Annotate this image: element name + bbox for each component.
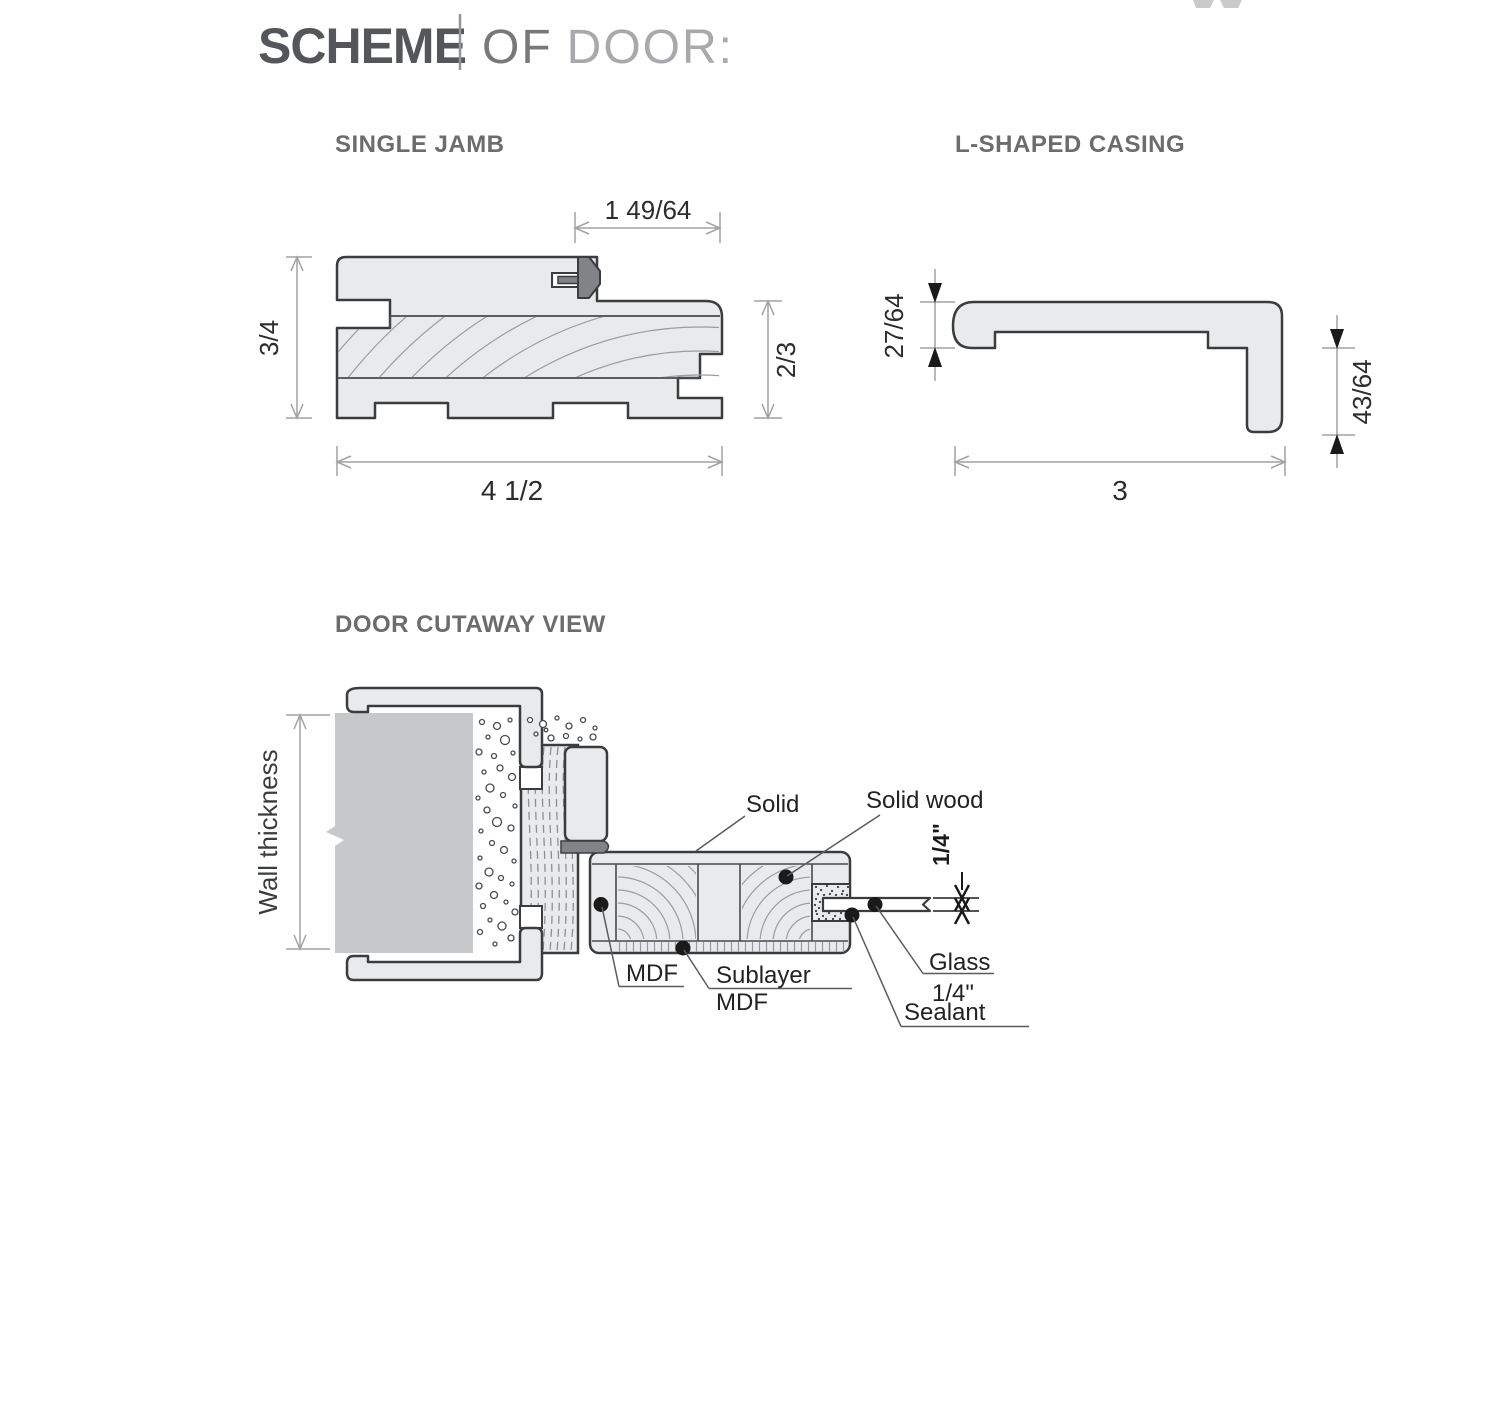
glass-gap-label: 1/4" — [928, 823, 954, 866]
glass-label-line1: Glass — [929, 949, 991, 976]
wall-dim — [286, 715, 330, 949]
l-casing-heading: L-SHAPED CASING — [955, 131, 1186, 158]
mdf-label: MDF — [626, 960, 678, 987]
glass-dot — [868, 897, 883, 912]
jamb-wood-grain — [108, 63, 1292, 1247]
casing-dim-bottom-value: 3 — [1112, 475, 1128, 506]
solid-wood-label: Solid wood — [866, 787, 984, 814]
title-secondary: OF DOOR: — [482, 21, 734, 74]
jamb-profile-outline — [337, 257, 722, 418]
l-casing-section — [879, 131, 1377, 506]
sublayer-label-line1: Sublayer — [716, 962, 811, 989]
jamb-dim-bottom — [337, 446, 722, 476]
solid-leader — [696, 816, 745, 851]
jamb-dim-bottom-value: 4 1/2 — [480, 475, 544, 506]
sealant-dot — [845, 908, 860, 923]
sublayer-dot — [676, 941, 691, 956]
mdf-dot — [594, 897, 609, 912]
single-jamb-section — [108, 63, 1292, 1247]
jamb-dim-right-value: 2/3 — [771, 341, 801, 379]
casing-dim-right-value: 43/64 — [1347, 359, 1377, 425]
solid-wood-dot — [779, 870, 794, 885]
casing-profile-outline — [953, 302, 1282, 432]
jamb-dim-left-value: 3/4 — [254, 319, 284, 357]
glass-dim — [933, 872, 979, 924]
door-stop — [565, 747, 607, 841]
casing-jamb-groove-bottom — [520, 906, 542, 928]
sublayer-label-line2: MDF — [716, 989, 768, 1016]
corner-artifact — [1193, 0, 1242, 8]
jamb-dim-top-value: 1 49/64 — [604, 195, 692, 225]
title-primary: SCHEME — [258, 18, 466, 74]
casing-dim-left — [920, 269, 955, 381]
casing-jamb-groove-top — [520, 767, 542, 789]
solid-label: Solid — [746, 791, 800, 818]
casing-dim-left-value: 27/64 — [879, 293, 909, 359]
casing-dim-bottom — [955, 446, 1285, 476]
page-title — [258, 0, 1242, 74]
glass-label-line2: 1/4" — [932, 980, 974, 1007]
wall-thickness-label: Wall thickness — [253, 749, 283, 915]
cutaway-heading: DOOR CUTAWAY VIEW — [335, 611, 606, 638]
door-bottom-skin-hatch — [617, 942, 848, 952]
single-jamb-heading: SINGLE JAMB — [335, 131, 505, 158]
wall-slab — [326, 713, 473, 953]
jamb-dim-left — [286, 257, 312, 418]
sealant-label: Sealant — [904, 999, 986, 1026]
door-seal — [561, 841, 609, 853]
cutaway-section — [253, 611, 1029, 1061]
